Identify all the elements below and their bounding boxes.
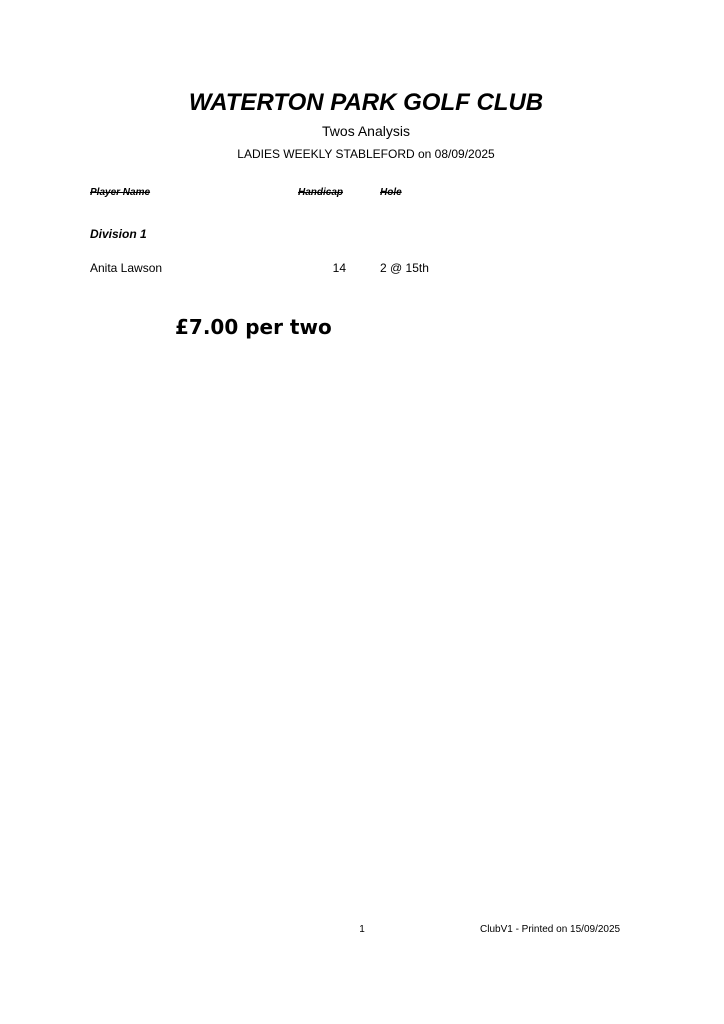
column-header-handicap: Handicap	[298, 187, 344, 198]
report-title: Twos Analysis	[322, 123, 410, 139]
handicap-cell: 14	[332, 261, 346, 275]
division-heading: Division 1	[90, 227, 147, 241]
printed-on-footer: ClubV1 - Printed on 15/09/2025	[480, 924, 621, 935]
prize-note: £7.00 per two	[175, 315, 332, 339]
club-title: WATERTON PARK GOLF CLUB	[188, 89, 544, 116]
column-header-hole: Hole	[380, 187, 402, 198]
table-row	[0, 261, 724, 276]
hole-cell: 2 @ 15th	[380, 261, 429, 275]
competition-subtitle: LADIES WEEKLY STABLEFORD on 08/09/2025	[237, 147, 495, 161]
player-name-cell: Anita Lawson	[90, 261, 163, 275]
page-number: 1	[359, 924, 365, 935]
column-header-player-name: Player Name	[90, 187, 151, 198]
